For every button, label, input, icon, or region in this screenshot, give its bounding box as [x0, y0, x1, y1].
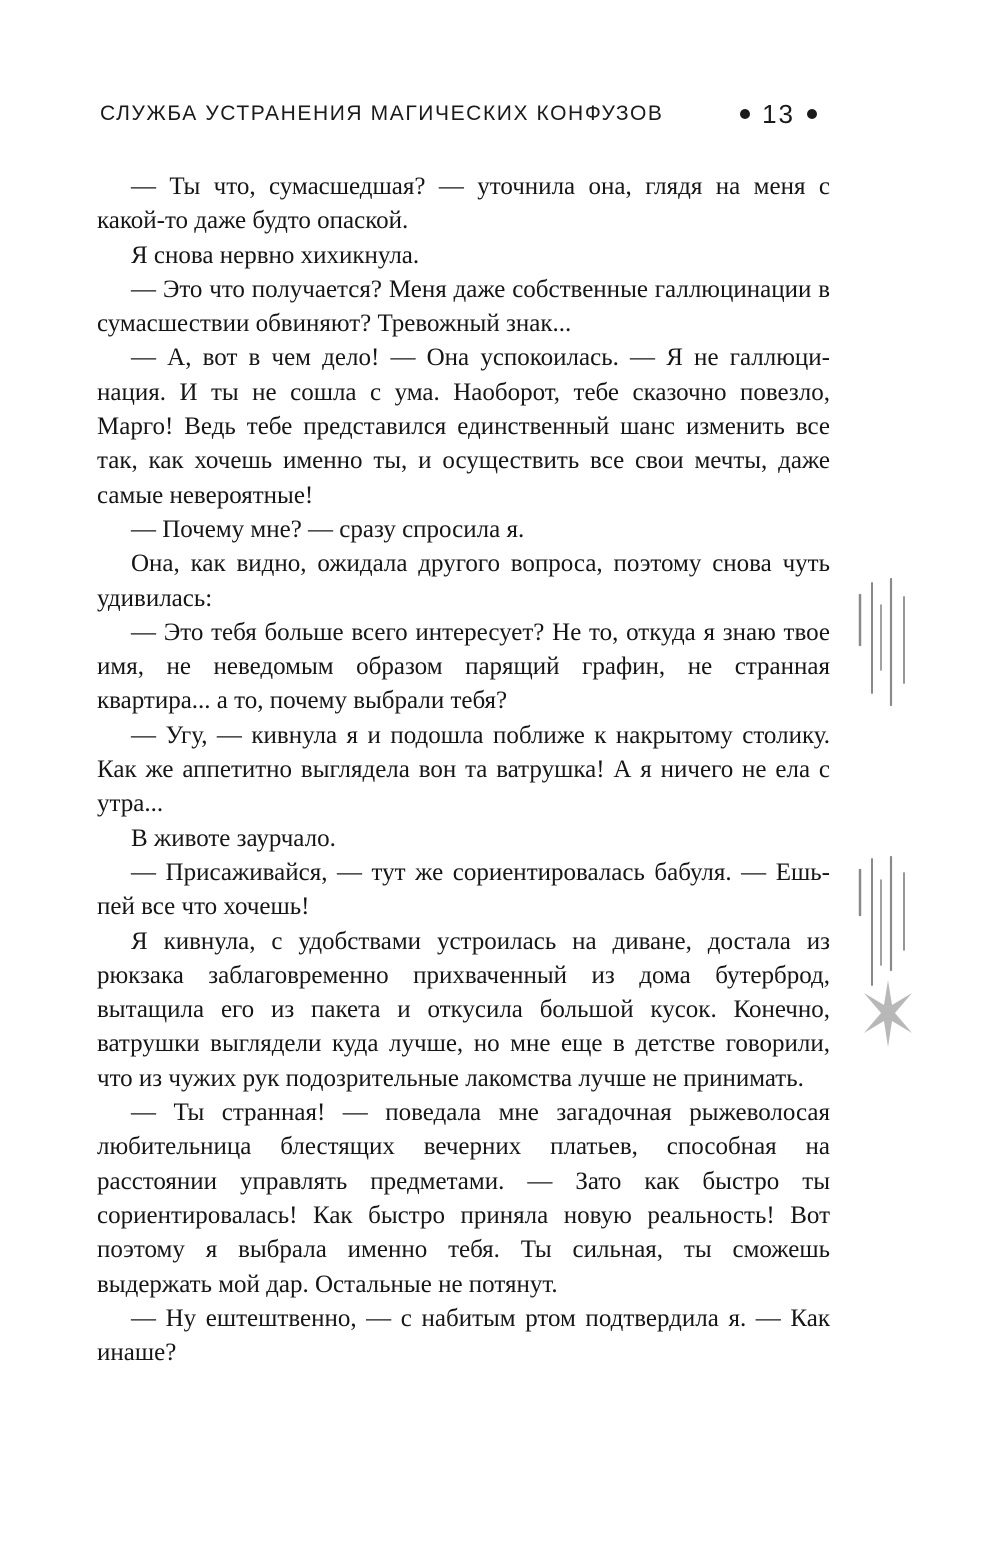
paragraph: В животе заурчало. [131, 824, 336, 852]
paragraph: — Ну ештештвенно, — с набитым ртом подтвердила я. — Как инаше? [97, 1304, 830, 1367]
paragraph: — А, вот в чем дело! — Она успокоилась. — Я не галлюцинация. И ты не сошла с ума. Наоборот, тебе сказочно повезло, Марго! Ведь тебе представился единственный шанс изменить все так, как хочешь именно ты, и осуществить все свои мечты, даже самые невероятные! [97, 344, 830, 509]
body-text [97, 170, 830, 1370]
star-icon [864, 980, 912, 1047]
paragraph: — Ты что, сумасшедшая? — уточнила она, глядя на меня с какой-то даже будто опаской. [97, 173, 830, 235]
paragraph: — Присаживайся, — тут же сориентировалась бабуля. — Ешь-пей все что хочешь! [97, 858, 830, 921]
paragraph: Я кивнула, с удобствами устроилась на диване, достала из рюкзака заблаговременно прихваченный из дома бутерброд, вытащила его из пакета и откусила большой кусок. Конечно, ватрушки выглядели куда лучше, но мне еще в детстве говорили, что из чужих рук подозрительные лакомства лучше не принимать. [97, 927, 830, 1092]
falling-lines-ornament-bottom [850, 855, 920, 1055]
paragraph: — Это тебя больше всего интересует? Не то, откуда я знаю твое имя, не неведомым образом парящий графин, не странная квартира... а то, почему выбрали тебя? [97, 618, 830, 715]
paragraph: Я снова нервно хихикнула. [131, 241, 420, 269]
bullet-dot-right [807, 109, 817, 119]
falling-lines-ornament-top [850, 575, 920, 710]
paragraph: — Это что получается? Меня даже собственные галлюцинации в сумасшествии обвиняют? Тревожный знак... [97, 275, 830, 338]
paragraph: — Почему мне? — сразу спросила я. [131, 515, 525, 543]
page-number: 13 [762, 99, 795, 129]
paragraph: — Ты странная! — поведала мне загадочная рыжеволосая любительница блестящих вечерних платьев, способная на расстоянии управлять предметами. — Зато как быстро ты сориентировалась! Как быстро приняла новую реальность! Вот поэтому я выбрала именно тебя. Ты сильная, ты сможешь выдержать мой дар. Остальные не потянут. [97, 1099, 830, 1298]
running-head [100, 96, 835, 132]
bullet-dot-left [740, 109, 750, 119]
running-head-title: СЛУЖБА УСТРАНЕНИЯ МАГИЧЕСКИХ КОНФУЗОВ [100, 102, 664, 125]
folio [728, 96, 829, 132]
paragraph: Она, как видно, ожидала другого вопроса, поэтому снова чуть удивилась: [97, 550, 830, 612]
paragraph: — Угу, — кивнула я и подошла поближе к накрытому столику. Как же аппетитно выглядела вон та ватрушка! А я ничего не ела с утра... [97, 721, 830, 818]
